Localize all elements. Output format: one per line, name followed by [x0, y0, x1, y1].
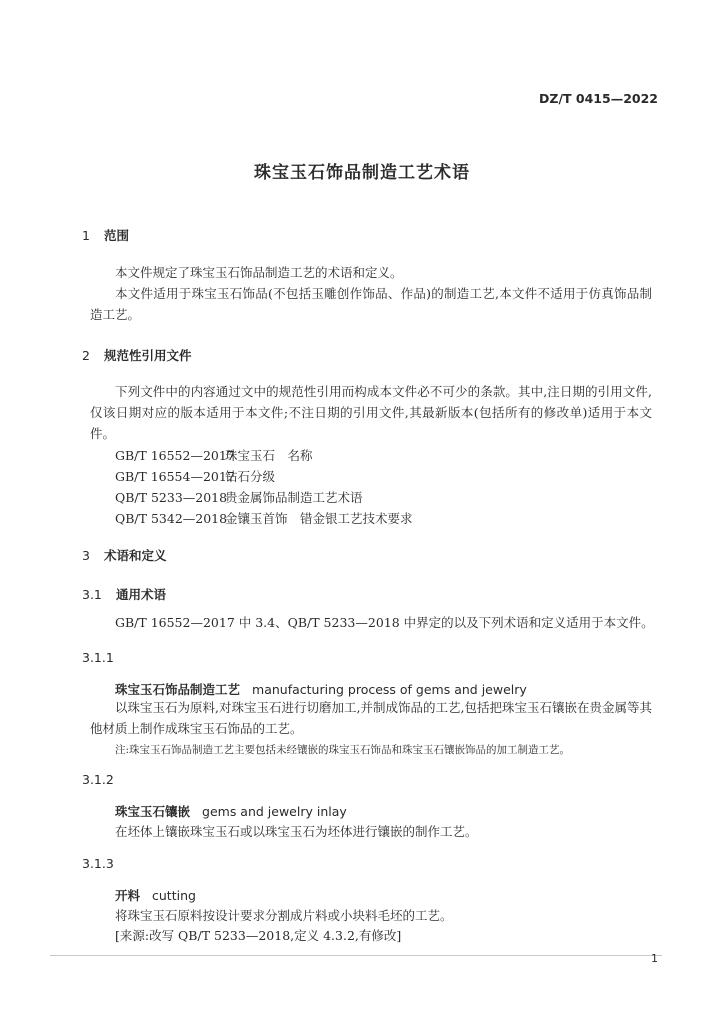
reference-title: 钻石分级 — [225, 469, 276, 484]
term-chinese: 珠宝玉石饰品制造工艺 — [115, 682, 241, 697]
section-3-heading — [82, 546, 167, 564]
reference-title: 贵金属饰品制造工艺术语 — [225, 490, 363, 505]
standard-number: DZ/T 0415—2022 — [539, 91, 658, 106]
term-note: 注:珠宝玉石饰品制造工艺主要包括未经镶嵌的珠宝玉石饰品和珠宝玉石镶嵌饰品的加工制造工艺。 — [115, 744, 571, 756]
section-number: 2 — [82, 348, 90, 363]
section-1-heading — [82, 226, 129, 244]
term-english: gems and jewelry inlay — [202, 804, 347, 819]
paragraph: 本文件规定了珠宝玉石饰品制造工艺的术语和定义。 — [115, 265, 403, 280]
reference-title: 金镶玉首饰 错金银工艺技术要求 — [225, 511, 413, 526]
term-number: 3.1.2 — [82, 772, 114, 787]
section-number: 1 — [82, 228, 90, 243]
subsection-3-1-heading — [82, 585, 166, 603]
subsection-intro: GB/T 16552—2017 中 3.4、QB/T 5233—2018 中界定的以及下列术语和定义适用于本文件。 — [115, 615, 654, 630]
section-number: 3 — [82, 548, 90, 563]
term-english: manufacturing process of gems and jewelry — [252, 682, 527, 697]
section-2-body — [90, 381, 652, 444]
reference-code: GB/T 16554—2017 — [115, 469, 235, 484]
reference-code: GB/T 16552—2017 — [115, 448, 235, 463]
term-definition — [90, 697, 652, 739]
term-definition: 将珠宝玉石原料按设计要求分割成片料或小块料毛坯的工艺。 — [115, 908, 453, 923]
term-source: [来源:改写 QB/T 5233—2018,定义 4.3.2,有修改] — [115, 928, 402, 943]
section-title: 规范性引用文件 — [104, 348, 192, 363]
page-number: 1 — [651, 952, 658, 965]
subsection-title: 通用术语 — [116, 587, 167, 602]
paragraph: 本文件适用于珠宝玉石饰品(不包括玉雕创作饰品、作品)的制造工艺,本文件不适用于仿真饰品制造工艺。 — [90, 286, 652, 322]
reference-item — [115, 467, 275, 485]
term-chinese: 开料 — [115, 888, 141, 903]
section-title: 范围 — [104, 228, 130, 243]
reference-title: 珠宝玉石 名称 — [225, 448, 313, 463]
reference-code: QB/T 5233—2018 — [115, 490, 228, 505]
reference-item — [115, 488, 363, 506]
footer-divider — [50, 955, 662, 956]
term-number: 3.1.1 — [82, 650, 114, 665]
term-entry — [115, 886, 196, 904]
subsection-number: 3.1 — [82, 587, 102, 602]
reference-item — [115, 446, 313, 464]
term-entry — [115, 802, 347, 820]
paragraph: 下列文件中的内容通过文中的规范性引用而构成本文件必不可少的条款。其中,注日期的引用文件,仅该日期对应的版本适用于本文件;不注日期的引用文件,其最新版本(包括所有的修改单)适用于本文件。 — [90, 384, 652, 441]
definition-text: 以珠宝玉石为原料,对珠宝玉石进行切磨加工,并制成饰品的工艺,包括把珠宝玉石镶嵌在贵金属等其他材质上制作成珠宝玉石饰品的工艺。 — [90, 700, 652, 736]
section-1-body — [90, 262, 652, 325]
reference-code: QB/T 5342—2018 — [115, 511, 228, 526]
term-english: cutting — [152, 888, 196, 903]
term-chinese: 珠宝玉石镶嵌 — [115, 804, 191, 819]
term-number: 3.1.3 — [82, 856, 114, 871]
section-2-heading — [82, 346, 192, 364]
term-entry — [115, 680, 527, 698]
document-title: 珠宝玉石饰品制造工艺术语 — [254, 163, 470, 183]
term-definition: 在坯体上镶嵌珠宝玉石或以珠宝玉石为坯体进行镶嵌的制作工艺。 — [115, 824, 478, 839]
reference-item — [115, 509, 413, 527]
section-title: 术语和定义 — [104, 548, 167, 563]
